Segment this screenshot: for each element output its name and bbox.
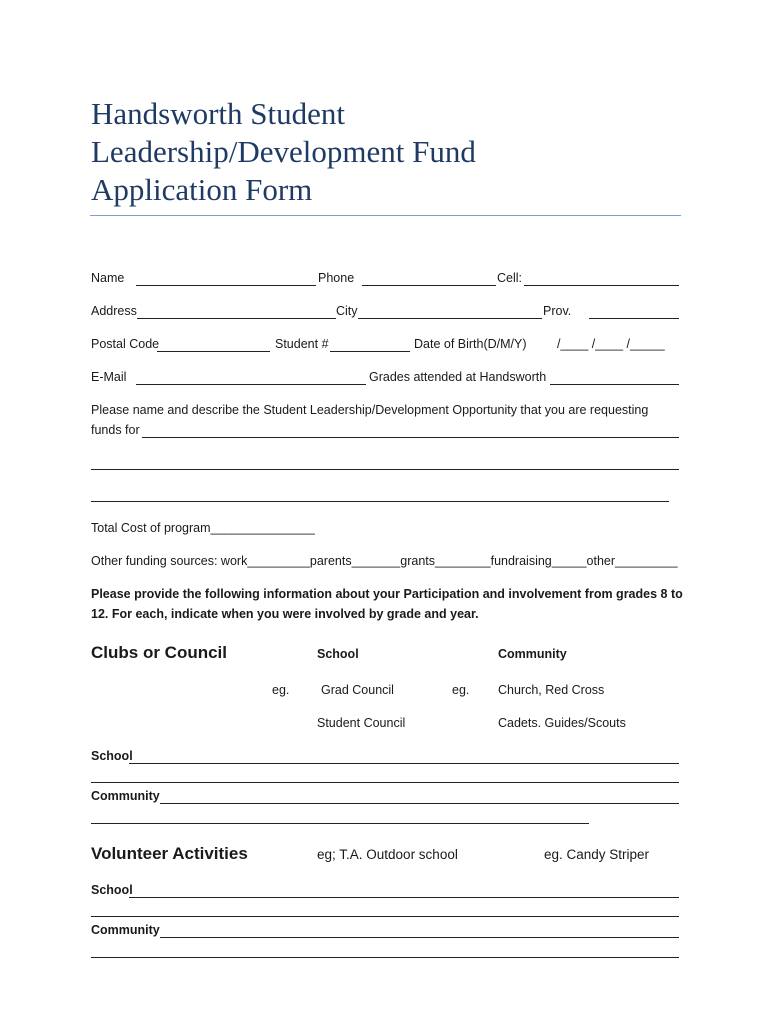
student-number-label: Student # [275, 337, 329, 351]
total-cost[interactable]: Total Cost of program_______________ [91, 521, 315, 535]
title-underline [90, 215, 681, 216]
volunteer-school-example: eg; T.A. Outdoor school [317, 847, 458, 862]
clubs-community-example-1: Church, Red Cross [498, 683, 605, 697]
email-label: E-Mail [91, 370, 127, 384]
clubs-community-column: Community [498, 647, 567, 661]
prov-field[interactable] [589, 318, 679, 319]
opportunity-line-3[interactable] [91, 501, 669, 502]
opportunity-prompt: Please name and describe the Student Leadership/Development Opportunity that you are requesting [91, 403, 649, 417]
clubs-community-example-2: Cadets. Guides/Scouts [498, 716, 626, 730]
dob-label: Date of Birth(D/M/Y) [414, 337, 527, 351]
volunteer-community-label: Community [91, 923, 160, 937]
grades-field[interactable] [550, 384, 679, 385]
postal-code-field[interactable] [157, 351, 270, 352]
other-funding[interactable]: Other funding sources: work_________parents_______grants________fundraising_____other_________ [91, 554, 678, 568]
postal-code-label: Postal Code [91, 337, 160, 351]
volunteer-heading: Volunteer Activities [91, 844, 248, 863]
clubs-community-line-2[interactable] [91, 823, 589, 824]
clubs-community-line-1[interactable] [160, 803, 679, 804]
volunteer-school-line-1[interactable] [129, 897, 679, 898]
clubs-school-label: School [91, 749, 133, 763]
title-line-1: Handsworth Student [91, 96, 346, 131]
grades-label: Grades attended at Handsworth [369, 370, 547, 384]
volunteer-community-example: eg. Candy Striper [544, 847, 650, 862]
clubs-eg-community: eg. [452, 683, 470, 697]
cell-field[interactable] [524, 285, 679, 286]
phone-field[interactable] [362, 285, 496, 286]
name-label: Name [91, 271, 125, 285]
clubs-school-example-2: Student Council [317, 716, 406, 730]
dob-field[interactable]: /____ /____ /_____ [557, 337, 665, 351]
opportunity-line-1[interactable] [142, 437, 679, 438]
city-field[interactable] [358, 318, 542, 319]
title-line-2: Leadership/Development Fund [91, 134, 476, 169]
volunteer-community-line-1[interactable] [160, 937, 679, 938]
participation-instructions: Please provide the following information about your Participation and involvement from grades 8 to [91, 587, 683, 601]
opportunity-line-2[interactable] [91, 469, 679, 470]
student-number-field[interactable] [330, 351, 410, 352]
clubs-school-example-1: Grad Council [321, 683, 394, 697]
address-field[interactable] [137, 318, 336, 319]
city-label: City [336, 304, 358, 318]
cell-label: Cell: [497, 271, 523, 285]
prov-label: Prov. [543, 304, 572, 318]
email-field[interactable] [136, 384, 366, 385]
participation-instructions-cont: 12. For each, indicate when you were involved by grade and year. [91, 607, 479, 621]
volunteer-school-line-2[interactable] [91, 916, 679, 917]
volunteer-school-label: School [91, 883, 133, 897]
clubs-heading: Clubs or Council [91, 643, 227, 662]
opportunity-prompt-cont: funds for [91, 423, 140, 437]
address-label: Address [91, 304, 137, 318]
clubs-school-column: School [317, 647, 359, 661]
volunteer-community-line-2[interactable] [91, 957, 679, 958]
clubs-community-label: Community [91, 789, 160, 803]
clubs-school-line-1[interactable] [129, 763, 679, 764]
name-field[interactable] [136, 285, 316, 286]
clubs-school-line-2[interactable] [91, 782, 679, 783]
title-line-3: Application Form [91, 172, 313, 207]
clubs-eg-school: eg. [272, 683, 290, 697]
form-title [91, 95, 691, 209]
phone-label: Phone [318, 271, 355, 285]
